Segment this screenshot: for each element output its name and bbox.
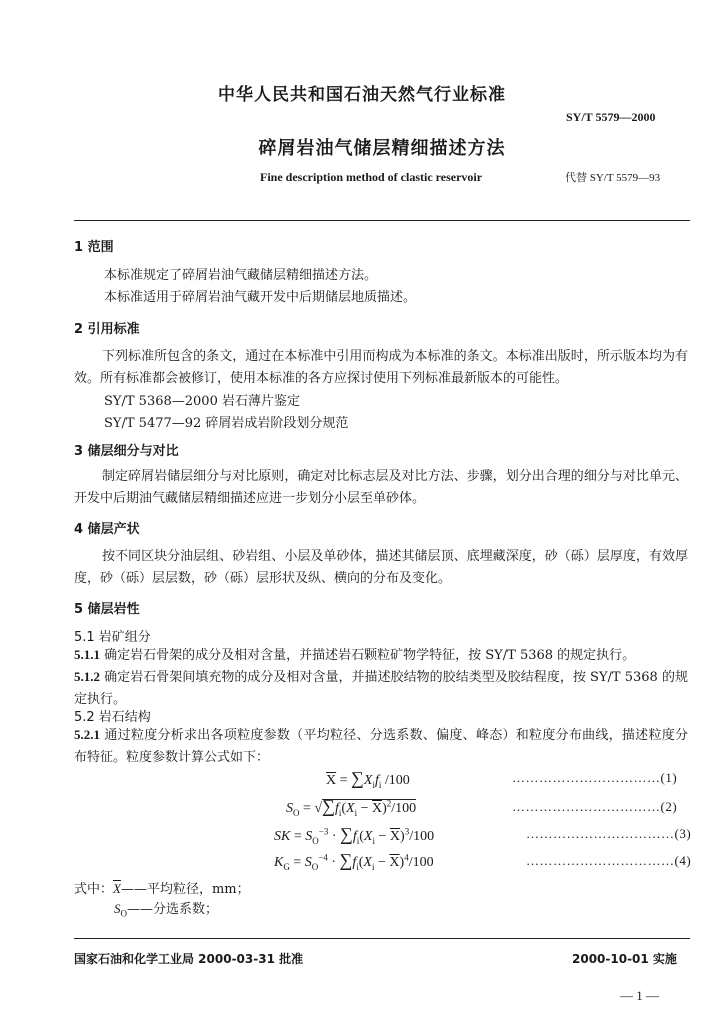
where-label: 式中：: [74, 882, 114, 897]
section-1-para-2: 本标准适用于碎屑岩油气藏开发中后期储层地质描述。: [104, 290, 417, 305]
page-number: — 1 —: [620, 988, 659, 1003]
replaces-note: 代替 SY/T 5579—93: [565, 172, 661, 184]
equation-4-number: (4): [674, 853, 692, 868]
section-4-para: 按不同区块分油层组、砂岩组、小层及单砂体，描述其储层顶、底埋藏深度，砂（砾）层厚度，有效厚度，砂（砾）层层数，砂（砾）层形状及纵、横向的分布及变化。: [74, 549, 688, 586]
clause-5-2-1-number: 5.2.1: [74, 727, 100, 742]
equation-2: $S_O = √\sum f_i(X_i - \overline{X})^2/100$: [286, 796, 417, 818]
footer-divider: [74, 938, 690, 939]
clause-5-1-2: [74, 666, 688, 711]
equation-1-number: (1): [660, 770, 678, 785]
approval-line: 国家石油和化学工业局 2000-03-31 批准: [74, 952, 304, 966]
clause-5-2-1-text: 通过粒度分析求出各项粒度参数（平均粒径、分选系数、偏度、峰态）和粒度分布曲线，描述粒度分布特征。粒度参数计算公式如下：: [74, 728, 688, 765]
standard-title-en: Fine description method of clastic reservoir: [260, 170, 483, 184]
section-1-title: 1 范围: [74, 240, 114, 255]
equation-3-leader: ……………………………(3): [526, 826, 692, 841]
equation-1: $\overline{X} = \sum X_if_i$ /100: [326, 768, 410, 790]
section-1-para-1: 本标准规定了碎屑岩油气藏储层精细描述方法。: [104, 268, 378, 283]
section-5-2-title: 5.2 岩石结构: [74, 710, 151, 725]
section-5-1-title: 5.1 岩矿组分: [74, 630, 151, 645]
reference-1: SY/T 5368—2000 岩石薄片鉴定: [104, 394, 300, 409]
clause-5-1-2-text: 确定岩石骨架间填充物的成分及相对含量，并描述胶结物的胶结类型及胶结程度，按 SY/T 5368 的规定执行。: [74, 670, 688, 707]
section-4-title: 4 储层产状: [74, 522, 140, 537]
equation-4-leader: ……………………………(4): [526, 853, 692, 868]
where-s-desc: ——分选系数；: [127, 902, 219, 917]
section-2-para: 下列标准所包含的条文，通过在本标准中引用而构成为本标准的条文。本标准出版时，所示版本均为有效。所有标准都会被修订，使用本标准的各方应探讨使用下列标准最新版本的可能性。: [74, 349, 688, 386]
clause-5-1-2-number: 5.1.2: [74, 669, 100, 684]
section-3-para: 制定碎屑岩储层细分与对比原则，确定对比标志层及对比方法、步骤，划分出合理的细分与对比单元、开发中后期油气藏储层精细描述应进一步划分小层至单砂体。: [74, 469, 688, 506]
equation-2-leader: ……………………………(2): [512, 799, 678, 814]
effective-date: 2000-10-01 实施: [572, 952, 677, 966]
reference-2: SY/T 5477—92 碎屑岩成岩阶段划分规范: [104, 416, 349, 431]
equation-3-number: (3): [674, 826, 692, 841]
standard-title-cn: 碎屑岩油气储层精细描述方法: [258, 138, 506, 159]
equation-1-leader: ……………………………(1): [512, 770, 678, 785]
where-x-desc: ——平均粒径，mm；: [120, 882, 250, 897]
section-3-title: 3 储层细分与对比: [74, 444, 179, 459]
where-x: 式中：$\overline{X}——$平均粒径，mm；: [74, 881, 250, 897]
equation-2-number: (2): [660, 799, 678, 814]
clause-5-2-1: [74, 724, 688, 769]
header-divider: [74, 220, 690, 221]
clause-5-1-1-text: 确定岩石骨架的成分及相对含量，并描述岩石颗粒矿物学特征，按 SY/T 5368 的规定执行。: [104, 648, 636, 663]
section-2-title: 2 引用标准: [74, 322, 140, 337]
industry-standard-title: 中华人民共和国石油天然气行业标准: [218, 85, 506, 105]
standard-code: SY/T 5579—2000: [566, 110, 656, 124]
clause-5-1-1-number: 5.1.1: [74, 647, 100, 662]
section-5-title: 5 储层岩性: [74, 602, 140, 617]
equation-4: $K_G = S_O^{-4} \cdot \sum f_i(X_i - \overline{X})^4/100$: [274, 850, 434, 872]
where-s: $S_O——$分选系数；: [114, 901, 219, 919]
equation-3: SK = $S_O^{-3} \cdot \sum f_i(X_i - \overline{X})^3/100$: [274, 824, 435, 846]
clause-5-1-1: [74, 644, 688, 667]
